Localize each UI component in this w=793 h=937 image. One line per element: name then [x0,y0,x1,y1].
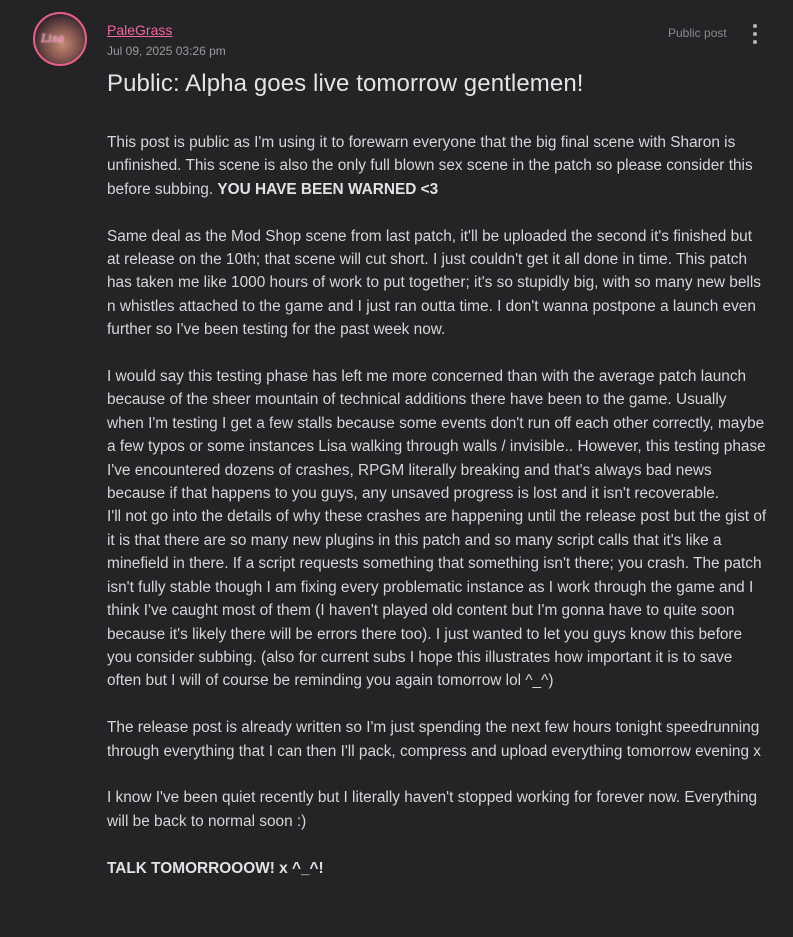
post-title: Public: Alpha goes live tomorrow gentlemen! [107,70,584,97]
post-body [107,131,767,903]
menu-dot [753,32,757,36]
post-paragraph: I would say this testing phase has left me more concerned than with the average patch launch because of the sheer mountain of technical additions there have been to the game. Usually when I'm testing I get a few stalls because some events don't run off each other correctly, maybe a few typos or some instances Lisa walking through walls / invisible.. However, this testing phase I've encountered dozens of crashes, RPGM literally breaking and that's always bad news because if that happens to you guys, any unsaved progress is lost and it isn't recoverable. [107,368,766,503]
post-paragraph: The release post is already written so I'm just spending the next few hours tonight speedrunning through everything that I can then I'll pack, compress and upload everything tomorrow evening x [107,719,761,760]
post-paragraph: I know I've been quiet recently but I literally haven't stopped working for forever now. Everything will be back to normal soon :) [107,789,758,830]
menu-dot [753,40,757,44]
post-visibility-label: Public post [668,26,727,40]
post-date: Jul 09, 2025 03:26 pm [107,44,226,58]
signoff-text: TALK TOMORROOOW! x ^_^! [107,859,324,877]
post-paragraph: Same deal as the Mod Shop scene from last patch, it'll be uploaded the second it's finished but at release on the 10th; that scene will cut short. I just couldn't get it all done in time. This patch has taken me like 1000 hours of work to put together; it's so stupidly big, with so many new bells n whistles attached to the game and I just ran outta time. I don't wanna postpone a launch even further so I've been testing for the past week now. [107,227,761,339]
menu-dot [753,24,757,28]
vertical-ellipsis-icon[interactable] [746,22,764,46]
avatar-logo-text: Lisa [41,32,65,45]
post-paragraph [107,131,767,201]
paragraph-text: This post is public as I'm using it to forewarn everyone that the big final scene with Sharon is unfinished. This scene is also the only full blown sex scene in the patch so please consider this before subbing. [107,134,753,198]
warning-text: YOU HAVE BEEN WARNED <3 [217,180,439,198]
author-name-link[interactable]: PaleGrass [107,22,173,38]
post-signoff [107,857,767,880]
author-avatar[interactable] [33,12,87,66]
post-paragraph: I'll not go into the details of why these crashes are happening until the release post but the gist of it is that there are so many new plugins in this patch and so many script calls that it's like a minefield in there. If a script requests something that something isn't there; you crash. The patch isn't fully stable though I am fixing every problematic instance as I work through the game and I think I've caught most of them (I haven't played old content but I'm gonna have to quite soon because it's likely there will be errors there too). I just wanted to let you guys know this before you consider subbing. (also for current subs I hope this illustrates how important it is to save often but I will of course be reminding you again tomorrow lol ^_^) [107,508,767,690]
